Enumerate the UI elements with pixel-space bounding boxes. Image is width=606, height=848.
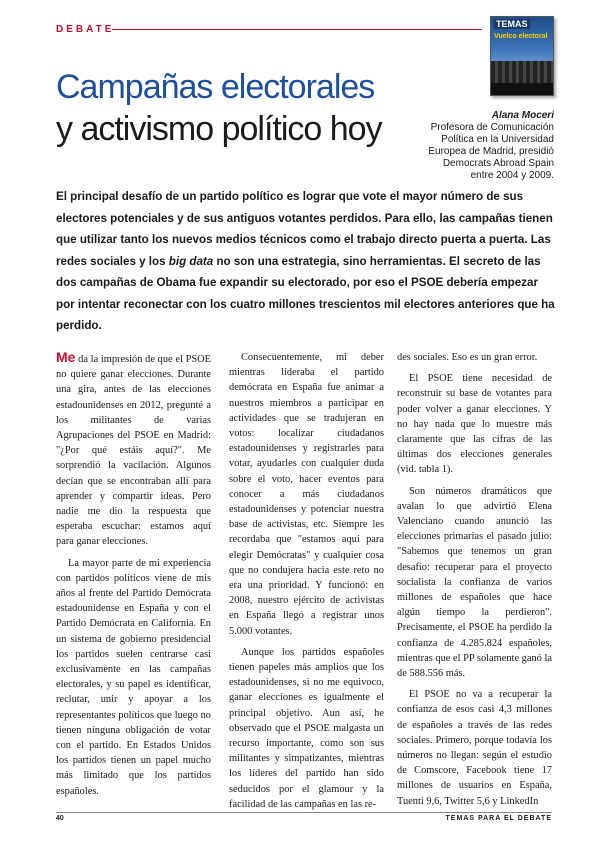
cover-headline: Vuelco electoral [494, 33, 548, 40]
body-paragraph [56, 350, 211, 550]
body-column-2 [229, 350, 384, 812]
lead-paragraph [56, 186, 556, 337]
paragraph-text: da la impresión de que el PSOE no quiere ganar elecciones. Durante una gira, antes de las elecciones estadounidenses en 2012, pregunté a los militantes de varias Agrupaciones del PSOE en Madrid: "¿Por qué estáis aquí?". Me sorprendió la vacilación. Algunos decían que se encontraban allí para aprender y compartir ideas. Pero nadie me dio la respuesta que esperaba escuchar: estamos aquí para ganar elecciones. [56, 354, 211, 548]
body-paragraph: Consecuentemente, mi deber mientras lideraba el partido demócrata en España fue animar a nuestros miembros a participar en actividades que se tradujeran en votos: localizar ciudadanos estadounidenses y registrarles para votar, ayudarles con cualquier duda sobre el voto, hacer eventos para conocer a más ciudadanos estadounidenses y potenciar nuestra base de activistas, etc. Siempre les recordaba que "estamos aquí para elegir Demócratas" y cualquier cosa que no condujera hacia este reto no era una prioridad. Y funcionó: en 2008, nuestro ejército de activistas en España llegó a registrar unos 5.000 votantes. [229, 352, 384, 637]
footer-publication: TEMAS PARA EL DEBATE [445, 815, 552, 822]
author-block [394, 110, 554, 182]
body-paragraph: La mayor parte de mi experiencia con partidos políticos viene de mis años al frente del Partido Demócrata estadounidense en España y con el Partido Demócrata en California. En un sistema de gobierno presidencial los partidos suelen centrarse casi exclusivamente en las campañas electorales, y su papel es identificar, reclutar, unir y apoyar a los representantes políticos que luego no tienen ninguna obligación de votar con el partido. En Estados Unidos los partidos tienen un papel mucho más limitado que los partidos españoles. [56, 557, 211, 797]
drop-cap: Me [56, 349, 76, 365]
top-rule [112, 29, 482, 30]
lead-text-2: no son una estrategia, sino herramientas. El secreto de las dos campañas de Obama fue expandir su electorado, por eso el PSOE debería empezar por intentar reconectar con los cuatro millones trescientos mil electores anteriores que ha perdido. [56, 254, 555, 332]
author-bio-line: entre 2004 y 2009. [470, 170, 554, 181]
section-label: DEBATE [56, 24, 115, 35]
cover-footer-band [491, 83, 553, 95]
article-title [56, 66, 416, 150]
author-bio-line: Política en la Universidad [441, 134, 554, 145]
body-paragraph: Son números dramáticos que avalan lo que advirtió Elena Valenciano cuando anunció las elecciones primarias el pasado julio: "Sabemos que tenemos un gran desafío: recuperar para el proyecto socialista la confianza de varios millones de españoles que hace algún tiempo la perdieron". Precisamente, el PSOE ha perdido la confianza de 4.285.824 españoles, mientras que el PP solamente ganó la de 588.556 más. [397, 485, 552, 680]
body-paragraph: El PSOE no va a recuperar la confianza de esos casi 4,3 millones de españoles a través de las redes sociales. Primero, porque todavía los números no llegan: según el estudio de Comscore, Facebook tiene 17 millones de usuarios en España, Tuenti 9,6, Twitter 5,6 y LinkedIn [397, 689, 552, 807]
cover-masthead: TEMAS [496, 19, 528, 29]
body-column-1 [56, 350, 211, 799]
body-column-3 [397, 350, 552, 809]
title-line-1: Campañas electorales [56, 68, 375, 106]
author-bio-line: Profesora de Comunicación [430, 122, 554, 133]
body-paragraph: Aunque los partidos españoles tienen papeles más amplios que los estadounidenses, si no me equivoco, ganar elecciones es igualmente el principal objetivo. Aun así, he observado que el PSOE malgasta un recurso importante, como son sus militantes y simpatizantes, mientras los líderes del partido han sido seducidos por el glamour y la facilidad de las campañas en las re- [229, 646, 384, 810]
page-number: 40 [56, 815, 64, 822]
author-bio-line: Europea de Madrid, presidió [428, 146, 554, 157]
footer-rule [56, 812, 552, 813]
author-bio-line: Democrats Abroad Spain [442, 158, 554, 169]
author-name: Alana Moceri [491, 110, 554, 121]
body-paragraph: des sociales. Eso es un gran error. [397, 352, 538, 363]
body-paragraph: El PSOE tiene necesidad de reconstruir su base de votantes para poder volver a ganar elecciones. Y no hay nada que lo muestre más claramente que las cifras de las últimas dos elecciones generales (vid. tabla 1). [397, 373, 552, 476]
cover-crowd-image [491, 61, 553, 83]
magazine-cover-thumbnail [490, 16, 554, 96]
lead-italic-term: big data [168, 254, 214, 268]
lead-text-1: El principal desafío de un partido político es lograr que vote el mayor número de sus electores potenciales y de sus antiguos votantes perdidos. Para ello, las campañas tienen que utilizar tanto los nuevos medios técnicos como el trabajo directo puerta a puerta. Las redes sociales y los [56, 190, 553, 268]
title-line-2: y activismo político hoy [56, 110, 382, 148]
